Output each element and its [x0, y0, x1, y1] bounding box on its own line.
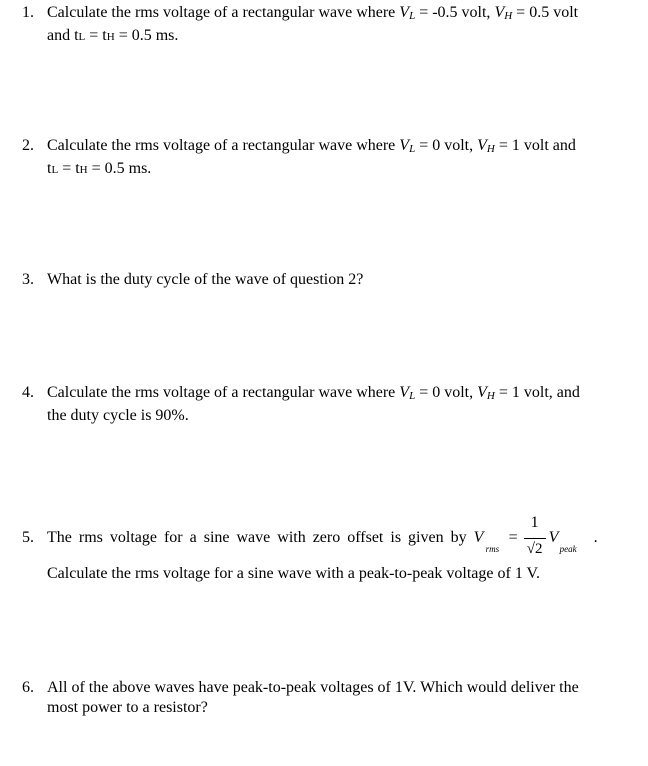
question-number: 4.	[22, 384, 34, 401]
question-line: most power to a resistor?	[47, 699, 208, 716]
question-line: tL = tH = 0.5 ms.	[47, 160, 152, 177]
question-line: What is the duty cycle of the wave of question 2?	[47, 271, 364, 288]
question-text	[47, 514, 640, 584]
question-number: 6.	[22, 679, 34, 696]
question-text	[47, 383, 640, 426]
question-number: 2.	[22, 137, 34, 154]
question-text	[47, 270, 640, 290]
rms-equation: V rms = 1 √2 V peak .	[473, 514, 598, 557]
question-text	[47, 678, 640, 718]
question-line: the duty cycle is 90%.	[47, 407, 189, 424]
question-number: 5.	[22, 529, 34, 546]
question-line: All of the above waves have peak-to-peak voltages of 1V. Which would deliver the	[47, 679, 579, 696]
question-line: The rms voltage for a sine wave with zero offset is given by V rms = 1 √2 V peak .	[47, 514, 598, 557]
question-text	[47, 136, 640, 180]
question-line: Calculate the rms voltage of a rectangular wave where VL = 0 volt, VH = 1 volt and	[47, 137, 576, 155]
question-line: Calculate the rms voltage for a sine wave with a peak-to-peak voltage of 1 V.	[47, 565, 541, 582]
question-text	[47, 3, 640, 47]
question-number: 3.	[22, 271, 34, 288]
question-line: and tL = tH = 0.5 ms.	[47, 27, 179, 44]
question-line: Calculate the rms voltage of a rectangular wave where VL = -0.5 volt, VH = 0.5 volt	[47, 4, 579, 22]
question-number: 1.	[22, 4, 34, 21]
question-line: Calculate the rms voltage of a rectangular wave where VL = 0 volt, VH = 1 volt, and	[47, 384, 580, 402]
